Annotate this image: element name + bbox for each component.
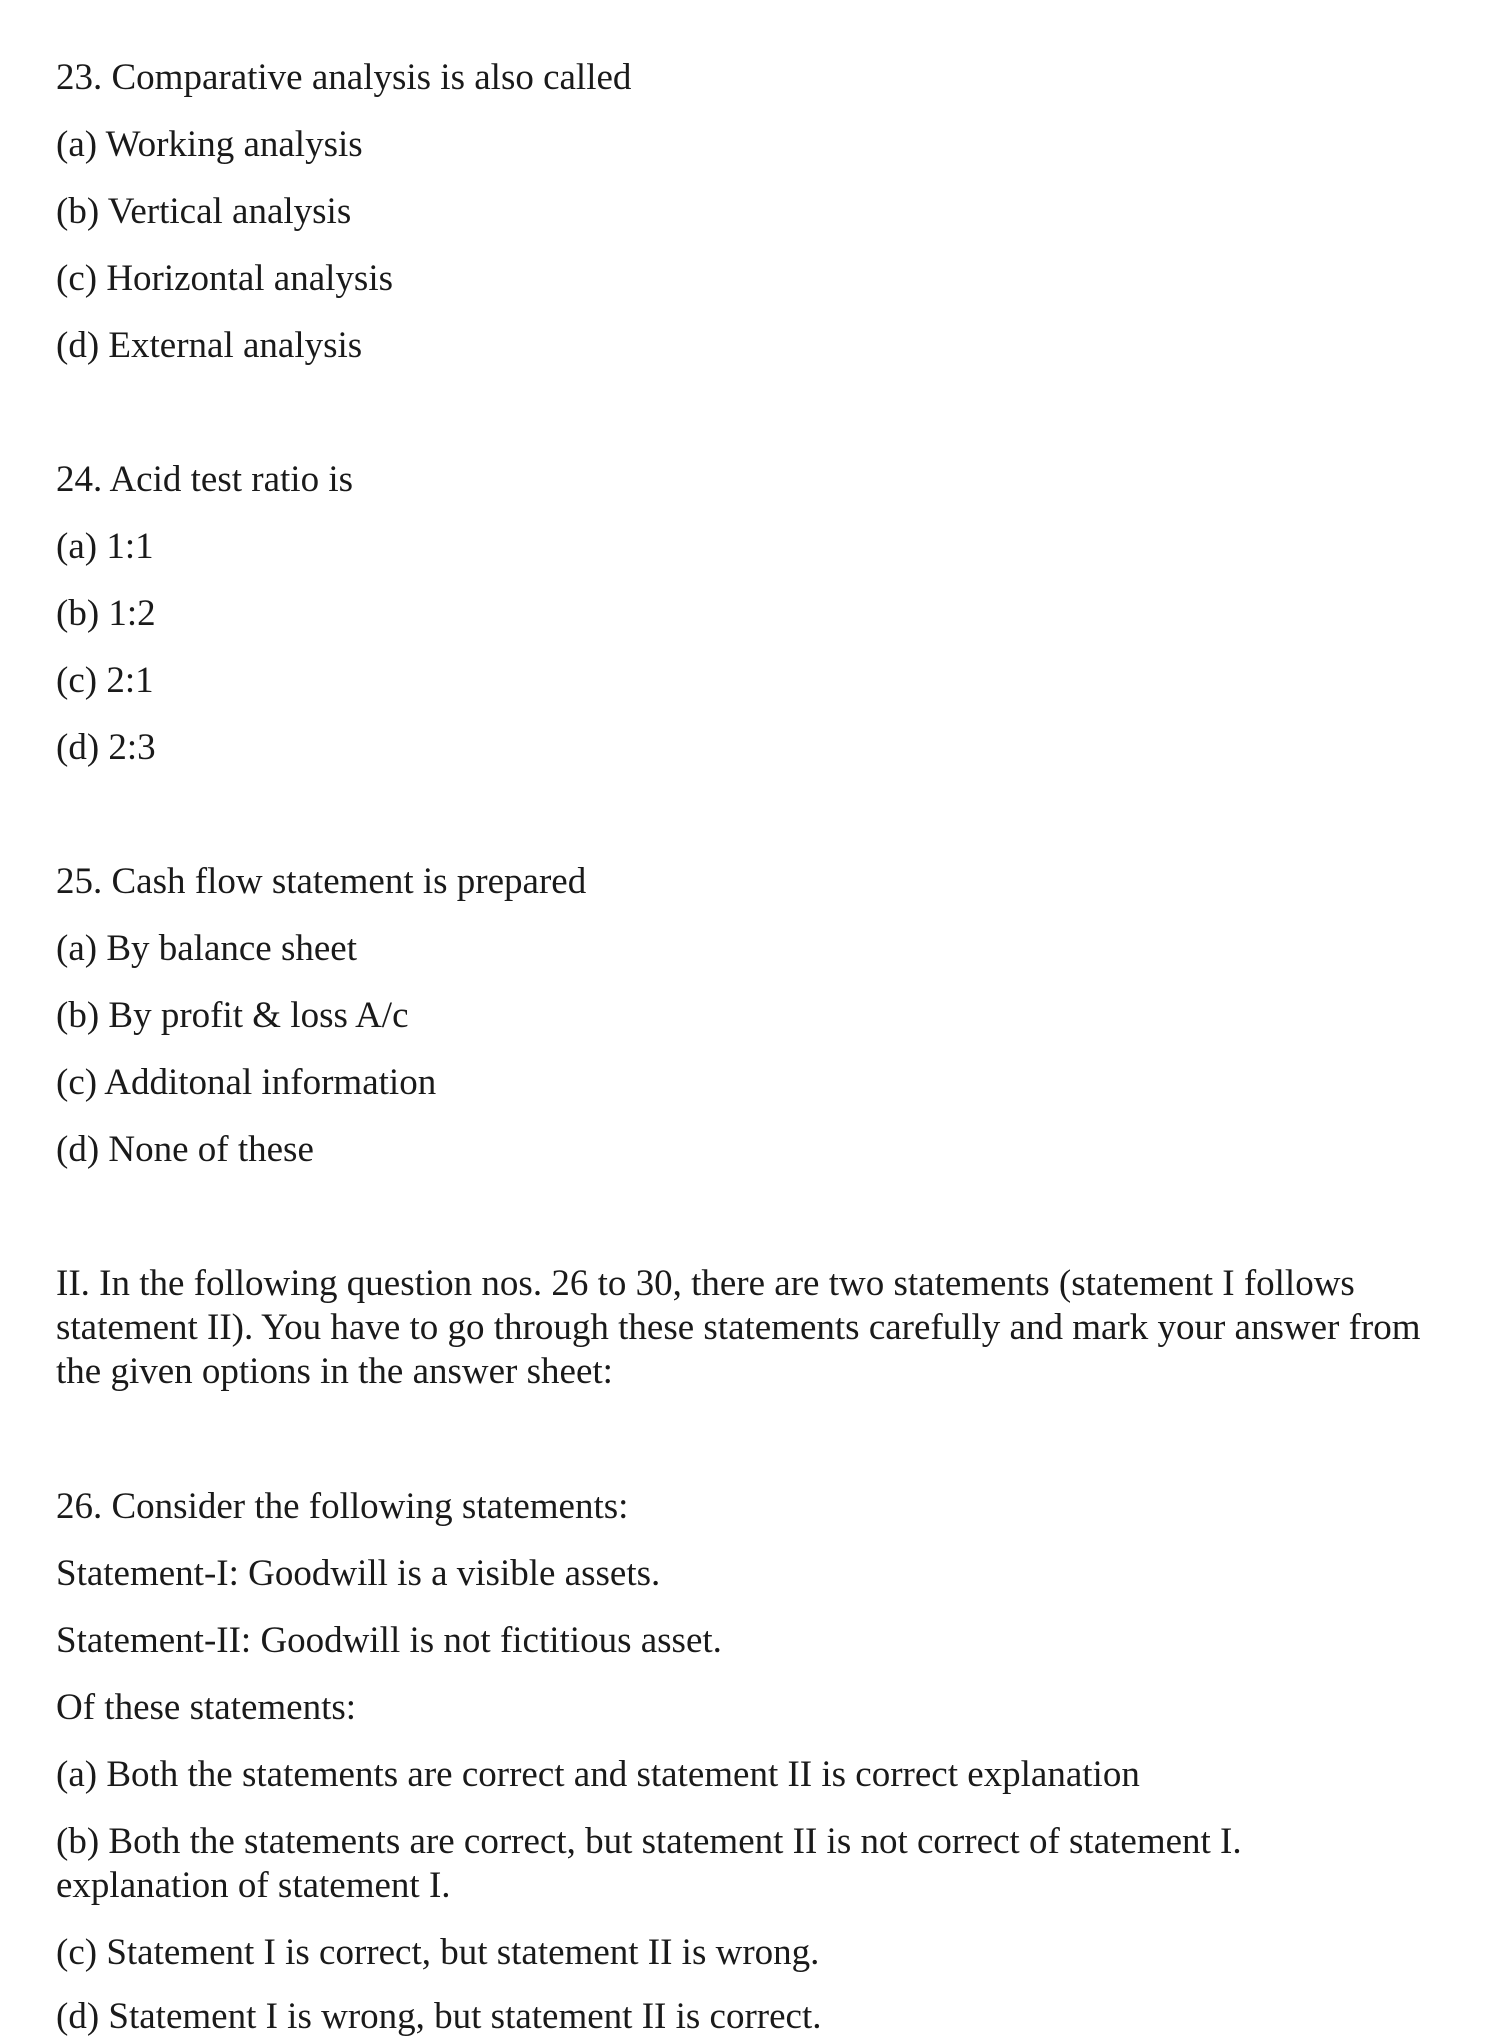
q24-option-b: (b) 1:2 bbox=[56, 593, 156, 634]
q23-option-b: (b) Vertical analysis bbox=[56, 191, 352, 232]
q23-question: 23. Comparative analysis is also called bbox=[56, 57, 632, 98]
q25-question: 25. Cash flow statement is prepared bbox=[56, 861, 587, 902]
q26-option-b: (b) Both the statements are correct, but statement II is not correct of statement I. explanation of statement I. bbox=[56, 1821, 1242, 1906]
q24-option-c: (c) 2:1 bbox=[56, 660, 154, 701]
q26-option-a: (a) Both the statements are correct and statement II is correct explanation bbox=[56, 1754, 1140, 1795]
q23-option-a: (a) Working analysis bbox=[56, 124, 363, 165]
q25-option-c: (c) Additonal information bbox=[56, 1062, 437, 1103]
q25-option-a: (a) By balance sheet bbox=[56, 928, 357, 969]
q24-option-a: (a) 1:1 bbox=[56, 526, 154, 567]
q24-option-d: (d) 2:3 bbox=[56, 727, 156, 768]
q26-question: 26. Consider the following statements: bbox=[56, 1486, 629, 1527]
q25-option-d: (d) None of these bbox=[56, 1129, 314, 1170]
q26-option-c: (c) Statement I is correct, but statement II is wrong. bbox=[56, 1932, 820, 1973]
q26-option-d: (d) Statement I is wrong, but statement II is correct. bbox=[56, 1996, 822, 2037]
q24-question: 24. Acid test ratio is bbox=[56, 459, 353, 500]
q23-option-d: (d) External analysis bbox=[56, 325, 363, 366]
q25-option-b: (b) By profit & loss A/c bbox=[56, 995, 409, 1036]
q23-option-c: (c) Horizontal analysis bbox=[56, 258, 393, 299]
q26-of-these: Of these statements: bbox=[56, 1687, 357, 1728]
q26-statement-2: Statement-II: Goodwill is not fictitious asset. bbox=[56, 1620, 722, 1661]
section-2-instructions: II. In the following question nos. 26 to 30, there are two statements (statement I follows statement II). You have to go through these statements carefully and mark your answer from the given options in the answer sheet: bbox=[56, 1263, 1421, 1392]
q26-statement-1: Statement-I: Goodwill is a visible assets. bbox=[56, 1553, 661, 1594]
